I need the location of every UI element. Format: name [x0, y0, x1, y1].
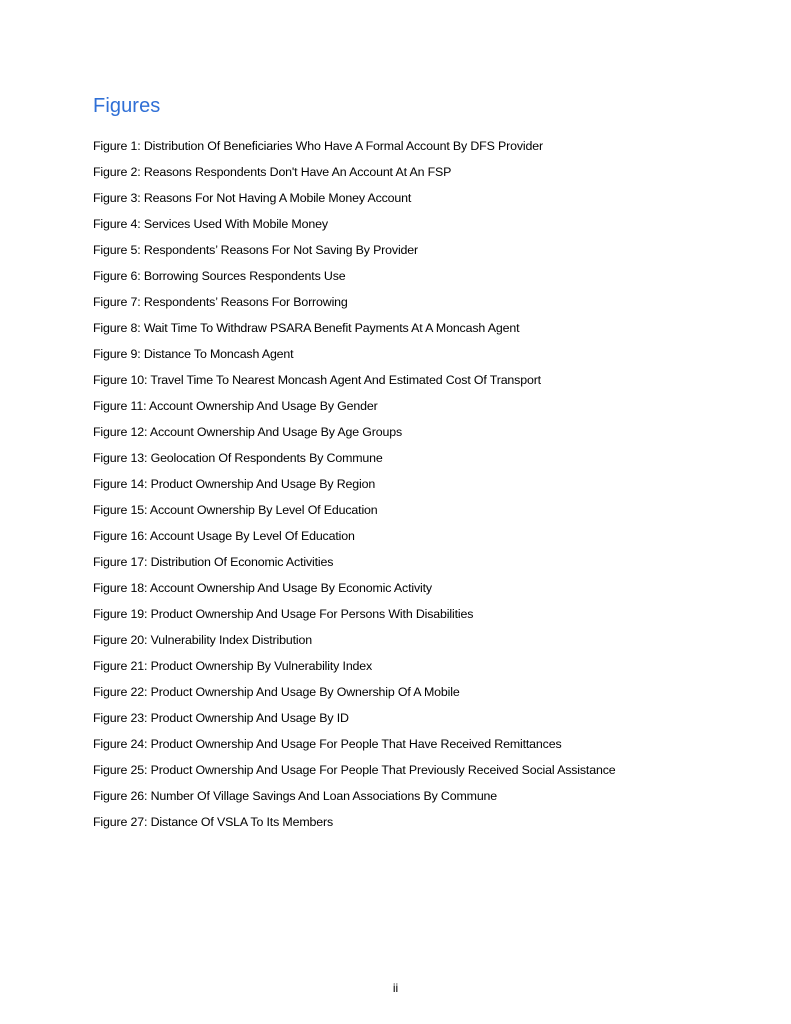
figure-entry[interactable]: Figure 11: Account Ownership And Usage By Gender: [93, 399, 378, 413]
figure-entry[interactable]: Figure 15: Account Ownership By Level Of Education: [93, 503, 378, 517]
figure-entry[interactable]: Figure 23: Product Ownership And Usage By ID: [93, 711, 349, 725]
figure-entry[interactable]: Figure 4: Services Used With Mobile Money: [93, 217, 328, 231]
figure-entry[interactable]: Figure 13: Geolocation Of Respondents By Commune: [93, 451, 383, 465]
figure-entry[interactable]: Figure 10: Travel Time To Nearest Moncash Agent And Estimated Cost Of Transport: [93, 373, 541, 387]
page-number: ii: [392, 981, 399, 995]
figure-entry[interactable]: Figure 7: Respondents’ Reasons For Borrowing: [93, 295, 348, 309]
figure-entry[interactable]: Figure 25: Product Ownership And Usage For People That Previously Received Social Assistance: [93, 763, 616, 777]
figure-entry[interactable]: Figure 12: Account Ownership And Usage By Age Groups: [93, 425, 403, 439]
figure-entry[interactable]: Figure 17: Distribution Of Economic Activities: [93, 555, 334, 569]
figure-entry[interactable]: Figure 21: Product Ownership By Vulnerability Index: [93, 659, 373, 673]
figure-entry[interactable]: Figure 18: Account Ownership And Usage By Economic Activity: [93, 581, 432, 595]
figure-entry[interactable]: Figure 9: Distance To Moncash Agent: [93, 347, 294, 361]
figures-list: [93, 137, 753, 839]
figure-entry[interactable]: Figure 14: Product Ownership And Usage By Region: [93, 477, 376, 491]
figure-entry[interactable]: Figure 27: Distance Of VSLA To Its Members: [93, 815, 334, 829]
figure-entry[interactable]: Figure 2: Reasons Respondents Don't Have An Account At An FSP: [93, 165, 452, 179]
figure-entry[interactable]: Figure 6: Borrowing Sources Respondents Use: [93, 269, 346, 283]
figure-entry[interactable]: Figure 8: Wait Time To Withdraw PSARA Benefit Payments At A Moncash Agent: [93, 321, 520, 335]
figure-entry[interactable]: Figure 20: Vulnerability Index Distribution: [93, 633, 312, 647]
figure-entry[interactable]: Figure 24: Product Ownership And Usage For People That Have Received Remittances: [93, 737, 562, 751]
figure-entry[interactable]: Figure 19: Product Ownership And Usage For Persons With Disabilities: [93, 607, 474, 621]
figure-entry[interactable]: Figure 16: Account Usage By Level Of Education: [93, 529, 355, 543]
figure-entry[interactable]: Figure 1: Distribution Of Beneficiaries Who Have A Formal Account By DFS Provider: [93, 139, 543, 153]
figure-entry[interactable]: Figure 22: Product Ownership And Usage By Ownership Of A Mobile: [93, 685, 460, 699]
figure-entry[interactable]: Figure 3: Reasons For Not Having A Mobile Money Account: [93, 191, 412, 205]
figures-heading: Figures: [93, 95, 161, 117]
figure-entry[interactable]: Figure 5: Respondents’ Reasons For Not Saving By Provider: [93, 243, 419, 257]
figure-entry[interactable]: Figure 26: Number Of Village Savings And Loan Associations By Commune: [93, 789, 498, 803]
